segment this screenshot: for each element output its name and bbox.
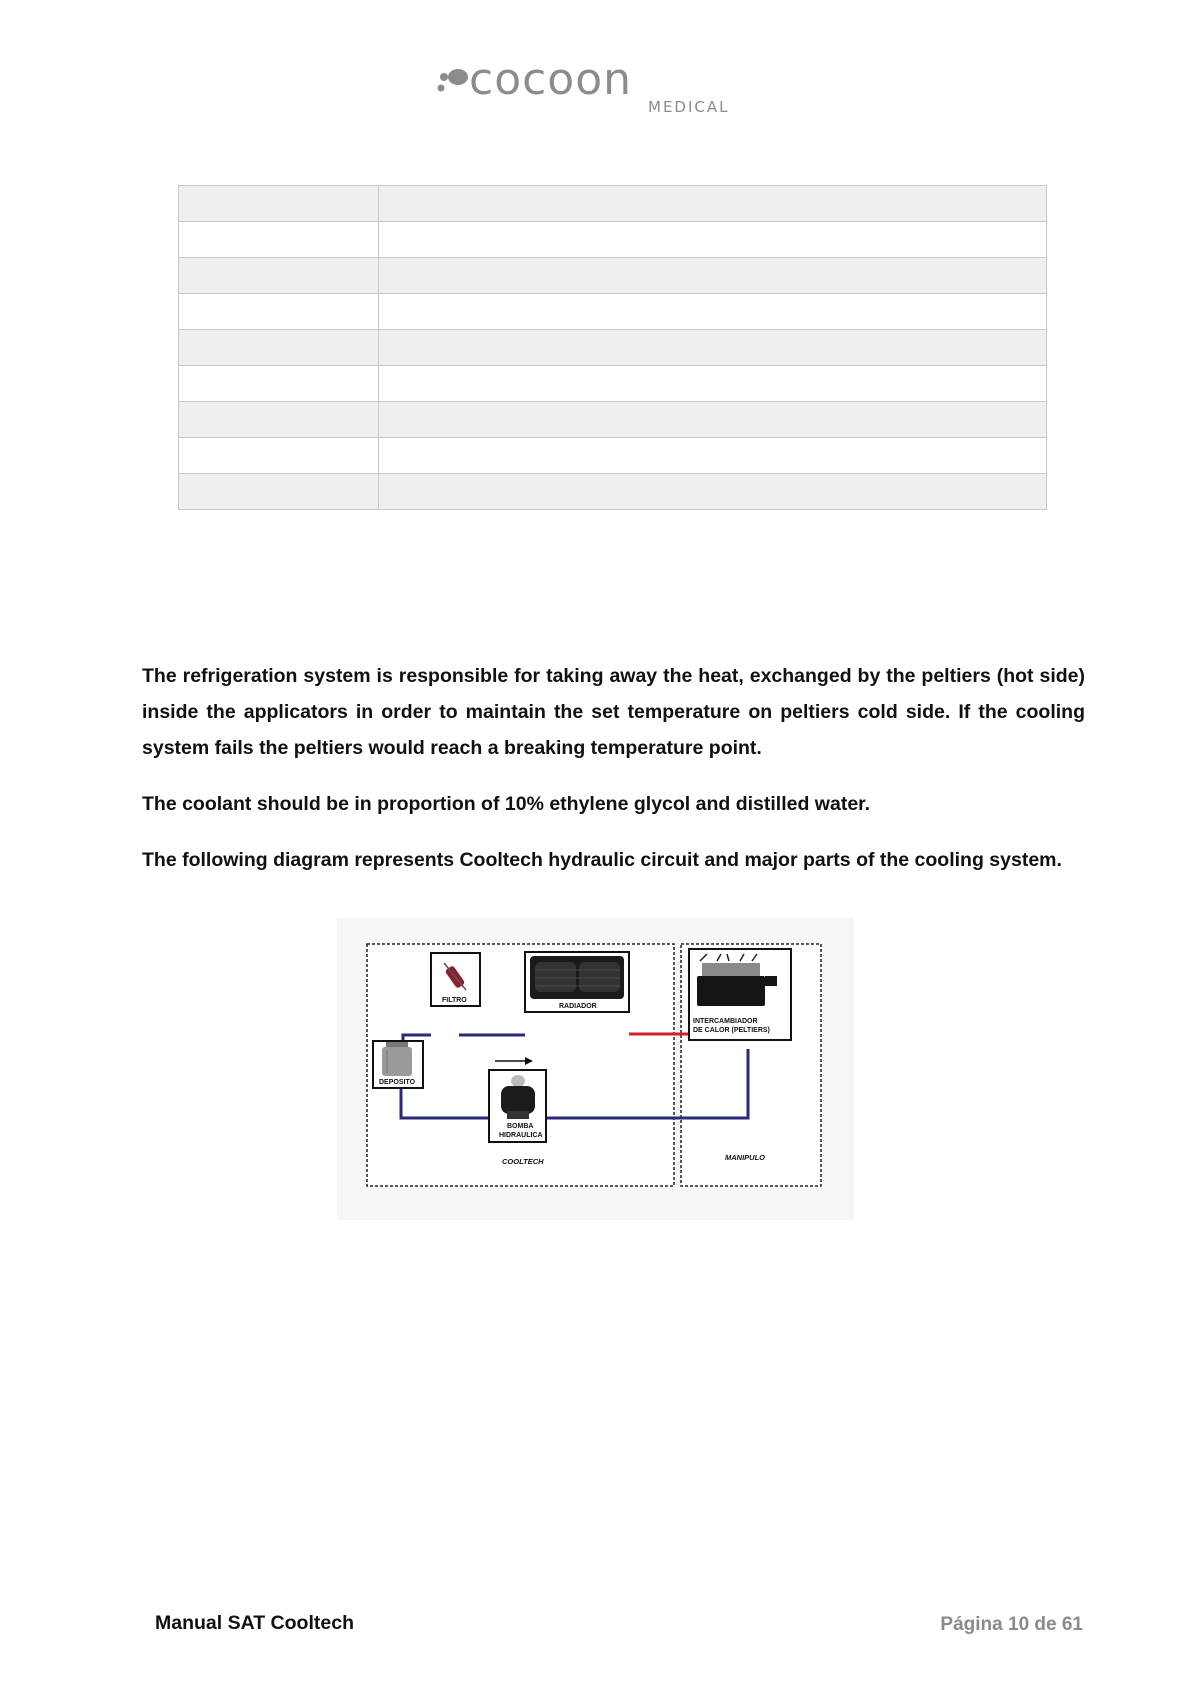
table-row: [179, 402, 1047, 438]
tank-icon: [382, 1042, 412, 1076]
table-cell-value: [379, 330, 1047, 366]
cocoon-medical-logo: [435, 55, 735, 115]
table-cell-value: [379, 366, 1047, 402]
table-row: [179, 294, 1047, 330]
table-cell-value: [379, 294, 1047, 330]
table-cell-label: [179, 438, 379, 474]
table-cell-label: [179, 222, 379, 258]
logo-subtext: MEDICAL: [648, 98, 730, 115]
bomba-label-line2: HIDRAULICA: [499, 1132, 543, 1139]
footer-page-number: Página 10 de 61: [940, 1614, 1083, 1635]
hydraulic-circuit-diagram: [337, 918, 854, 1220]
deposito-component: [373, 1041, 423, 1088]
cooltech-section-label: COOLTECH: [502, 1157, 544, 1166]
table-cell-value: [379, 222, 1047, 258]
table-row: [179, 474, 1047, 510]
table-cell-value: [379, 258, 1047, 294]
radiador-label: RADIADOR: [559, 1003, 597, 1010]
table-cell-label: [179, 330, 379, 366]
paragraph-refrigeration-system: The refrigeration system is responsible for taking away the heat, exchanged by the peltiers (hot side) inside the applicators in order to maintain the set temperature on peltiers cold side. If the cooling system fails the peltiers would reach a breaking temperature point.: [142, 665, 1085, 759]
table-cell-label: [179, 294, 379, 330]
table-cell-value: [379, 402, 1047, 438]
paragraph-coolant: The coolant should be in proportion of 10% ethylene glycol and distilled water.: [142, 793, 871, 815]
logo-dots-icon: [438, 69, 469, 92]
spec-table: [178, 185, 1047, 510]
bomba-component: [489, 1070, 546, 1142]
radiator-icon: [530, 956, 624, 999]
table-cell-value: [379, 186, 1047, 222]
table-row: [179, 258, 1047, 294]
table-cell-label: [179, 474, 379, 510]
intercambiador-label-line2: DE CALOR (PELTIERS): [693, 1027, 770, 1034]
table-row: [179, 366, 1047, 402]
table-row: [179, 186, 1047, 222]
radiador-component: [525, 952, 629, 1012]
table-cell-value: [379, 438, 1047, 474]
manipulo-section-label: MANIPULO: [725, 1153, 765, 1162]
table-cell-label: [179, 366, 379, 402]
intercambiador-label-line1: INTERCAMBIADOR: [693, 1018, 758, 1025]
table-row: [179, 330, 1047, 366]
filtro-component: [431, 953, 480, 1006]
table-cell-label: [179, 186, 379, 222]
bomba-label-line1: BOMBA: [507, 1123, 534, 1130]
spec-table-body: [179, 186, 1047, 510]
logo-wordmark: cocoon: [469, 55, 633, 105]
paragraph-diagram-intro: The following diagram represents Cooltech hydraulic circuit and major parts of the cooling system.: [142, 849, 1062, 871]
table-cell-label: [179, 258, 379, 294]
footer-manual-title: Manual SAT Cooltech: [155, 1612, 354, 1634]
table-cell-label: [179, 402, 379, 438]
deposito-label: DEPOSITO: [379, 1079, 416, 1086]
table-row: [179, 222, 1047, 258]
table-cell-value: [379, 474, 1047, 510]
intercambiador-component: [689, 949, 791, 1040]
table-row: [179, 438, 1047, 474]
filtro-label: FILTRO: [442, 997, 467, 1004]
